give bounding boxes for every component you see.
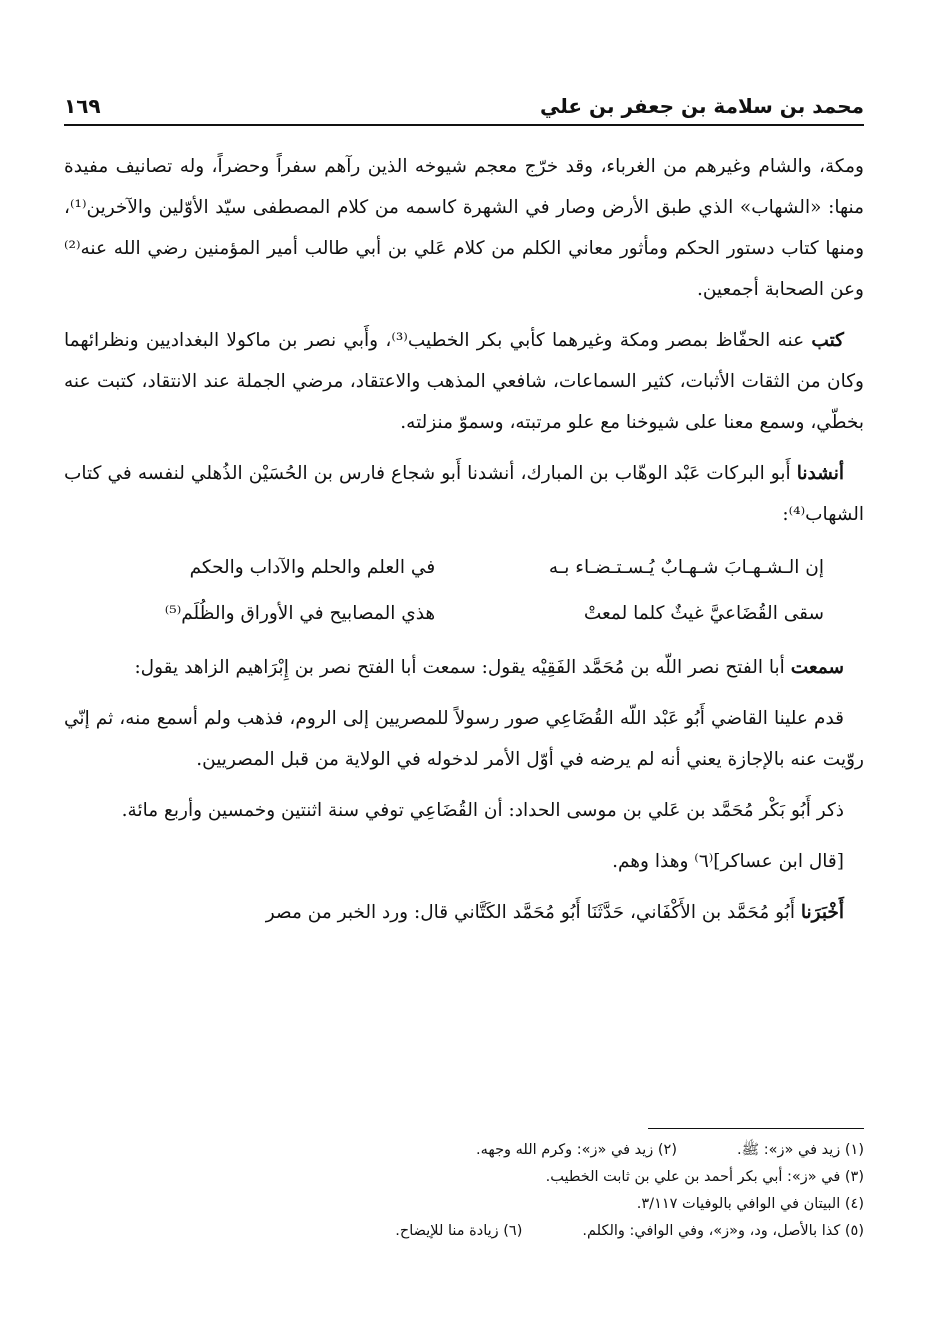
paragraph-text: عنه الحفّاظ بمصر ومكة وغيرهما كأبي بكر الخطيب⁽³⁾، وأَبي نصر بن ماكولا البغداديين ونظرائهما وكان من الثقات الأثبات، كثير السماعات، شافعي المذهب والاعتقاد، مرضي الجملة عند الانتقاد، كتبت عنه بخطّي، وسمع معنا على شيوخنا مع علو مرتبته، وسموّ منزلته. [64, 330, 864, 433]
paragraph-8 [64, 892, 864, 933]
paragraph-text: أبا الفتح نصر اللّه بن مُحَمَّد الفَقِيْه يقول: سمعت أبا الفتح نصر بن إِبْرَاهيم الزاهد يقول: [134, 657, 791, 678]
paragraph-6: ذكر أَبُو بَكْر مُحَمَّد بن عَلي بن موسى الحداد: أن القُضَاعِي توفي سنة اثنتين وخمسين وأربع مائة. [121, 800, 844, 821]
footnote-row [64, 1191, 864, 1218]
paragraph-text: أَبُو مُحَمَّد بن الأَكْفَاني، حَدَّثَنَا أَبُو مُحَمَّد الكَتَّاني قال: ورد الخبر من مصر [265, 902, 801, 923]
footnote-3: (٣) في «ز»: أبي بكر أحمد بن علي بن ثابت الخطيب. [545, 1169, 864, 1185]
hemistich-first: إن الـشـهـابَ شـهـابٌ يُـسـتـضـاء بـه [548, 557, 824, 578]
footnote-6: (٦) زيادة منا للإيضاح. [395, 1223, 523, 1239]
hemistich-first: سقى القُضَاعيَّ غيثٌ كلما لمعتْ [583, 603, 824, 624]
page-header [64, 78, 864, 126]
footnote-divider [648, 1128, 864, 1129]
footnote-row [64, 1137, 864, 1164]
footnote-1: (١) زيد في «ز»: ﷺ. [737, 1142, 864, 1158]
page-number: ١٦٩ [64, 94, 101, 118]
paragraph-1: ومكة، والشام وغيرهم من الغرباء، وقد خرّج معجم شيوخه الذين رآهم سفراً وحضراً، وله تصانيف مفيدة منها: «الشهاب» الذي طبق الأرض وصار في الشهرة كاسمه من كلام المصطفى سيّد الأوّلين والآخرين⁽¹⁾، ومنها كتاب دستور الحكم ومأثور معاني الكلم من كلام عَلي بن أبي طالب أمير المؤمنين رضي الله عنه⁽²⁾ وعن الصحابة أجمعين. [64, 156, 864, 300]
footnote-row [64, 1218, 864, 1245]
paragraph-3 [64, 453, 864, 535]
verse-line [64, 591, 864, 637]
running-title: محمد بن سلامة بن جعفر بن علي [539, 94, 864, 118]
footnote-5: (٥) كذا بالأصل، ود، و«ز»، وفي الوافي: والكلم. [582, 1223, 864, 1239]
footnote-4: (٤) البيتان في الوافي بالوفيات ٣/١١٧. [636, 1196, 864, 1212]
keyword: أنشدنا [796, 463, 844, 484]
keyword: كتب [811, 330, 844, 351]
footnote-2: (٢) زيد في «ز»: وكرم الله وجهه. [476, 1142, 678, 1158]
keyword: أَخْبَرَنا [800, 902, 844, 923]
verse-line [64, 545, 864, 591]
hemistich-second: في العلم والحلم والآداب والحكم [189, 557, 436, 578]
main-text [64, 146, 864, 943]
paragraph-7: [قال ابن عساكر]⁽٦⁾ وهذا وهم. [612, 851, 844, 872]
paragraph-2 [64, 320, 864, 443]
keyword: سمعت [790, 657, 844, 678]
paragraph-5: قدم علينا القاضي أَبُو عَبْد اللّه القُضَاعِي صور رسولاً للمصريين إلى الروم، فذهب ولم أسمع منه، ثم إنّي روّيت عنه بالإجازة يعني أنه لم يرضه في أوّل الأمر لدخوله في الولاية من قبل المصريين. [64, 708, 864, 770]
paragraph-text: أَبو البركات عَبْد الوهّاب بن المبارك، أنشدنا أَبو شجاع فارس بن الحُسَيْن الذُهلي لنفسه في كتاب الشهاب⁽⁴⁾: [64, 463, 864, 525]
hemistich-second: هذي المصابيح في الأوراق والظُلَم⁽⁵⁾ [164, 603, 436, 624]
footnote-row [64, 1164, 864, 1191]
poem [64, 545, 864, 637]
footnotes [64, 1128, 864, 1245]
paragraph-4 [64, 647, 864, 688]
